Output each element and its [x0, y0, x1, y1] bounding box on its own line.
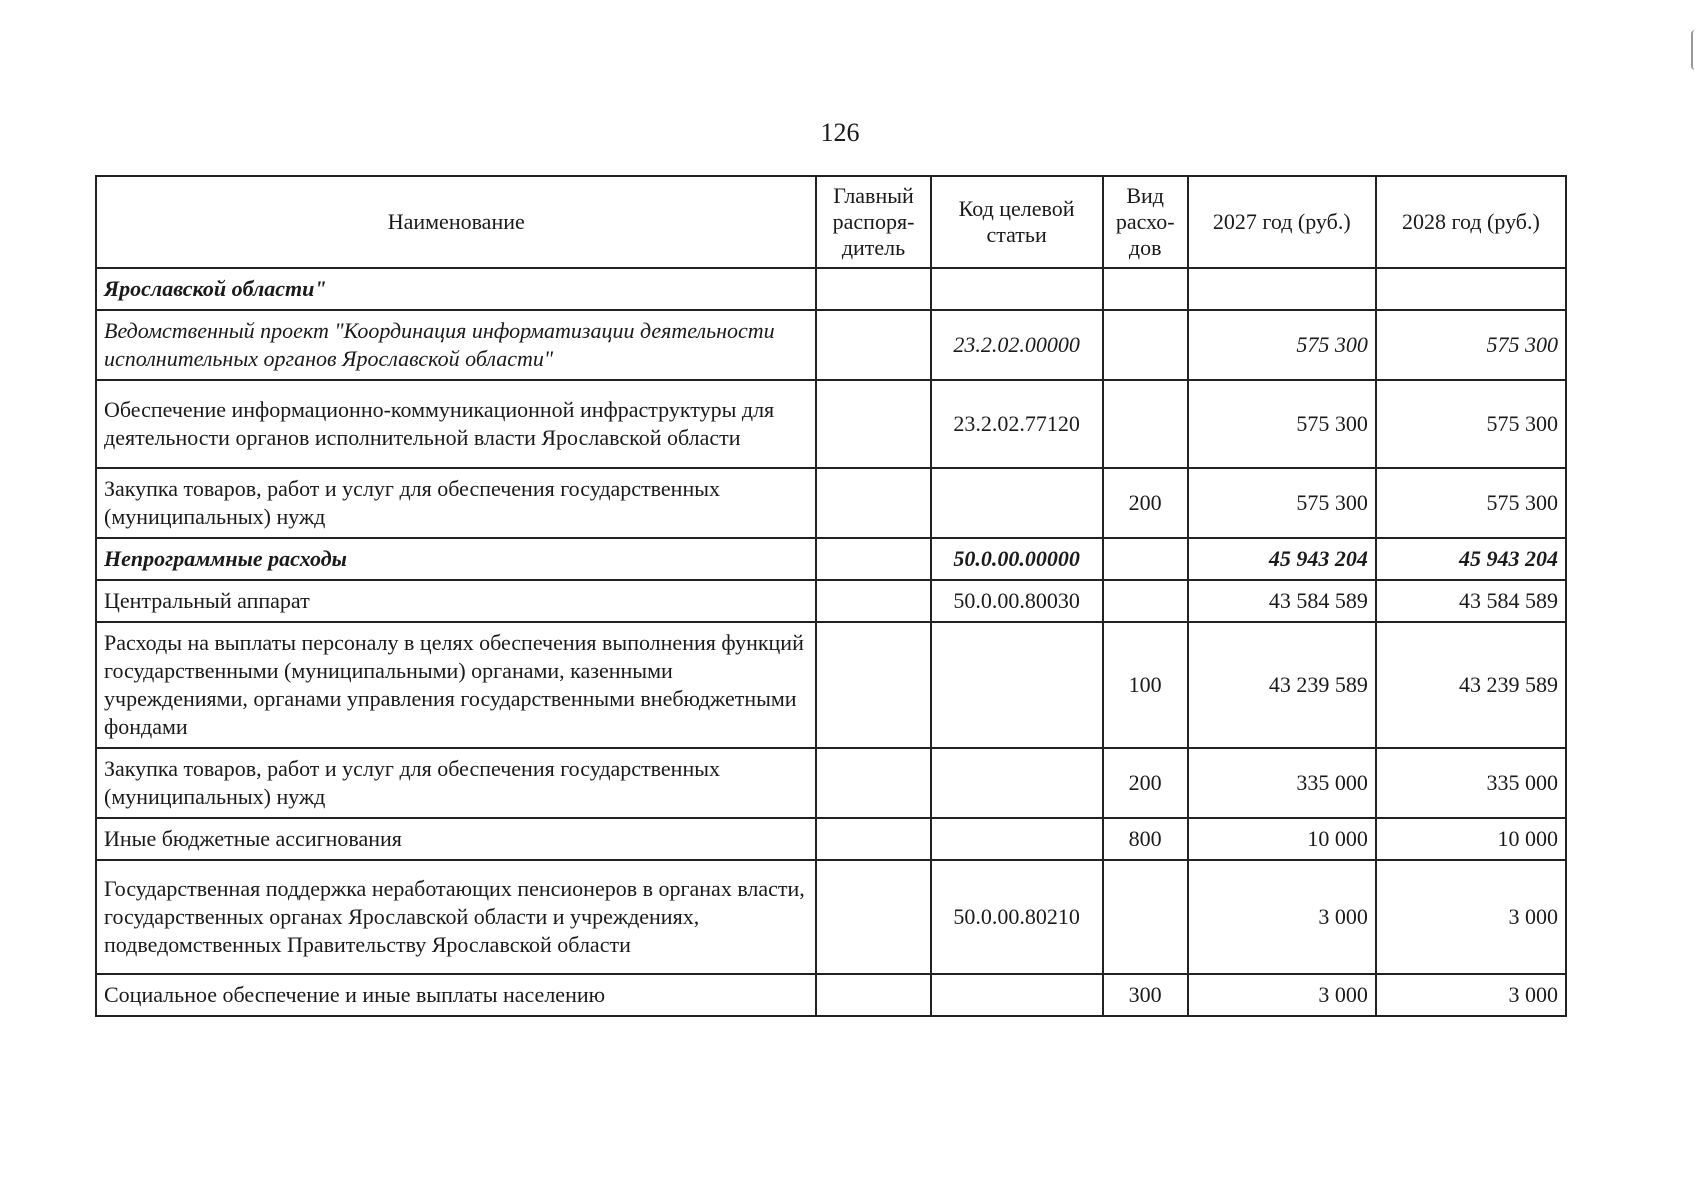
row-2027-cell: 10 000 — [1188, 818, 1376, 860]
row-2027-cell: 3 000 — [1188, 860, 1376, 974]
row-manager-cell — [816, 974, 930, 1016]
row-2028-cell: 3 000 — [1376, 860, 1566, 974]
row-code-cell — [931, 974, 1103, 1016]
table-row — [96, 580, 1566, 622]
row-kind-cell — [1103, 860, 1188, 974]
table-row — [96, 974, 1566, 1016]
row-name-cell: Государственная поддержка неработающих пенсионеров в органах власти, государственных органах Ярославской области и учреждениях, подведомственных Правительству Ярославской области — [96, 860, 816, 974]
row-name-cell: Обеспечение информационно-коммуникационной инфраструктуры для деятельности органов исполнительной власти Ярославской области — [96, 380, 816, 468]
row-manager-cell — [816, 310, 930, 380]
row-2027-cell: 45 943 204 — [1188, 538, 1376, 580]
row-2027-cell: 43 239 589 — [1188, 622, 1376, 748]
row-kind-cell: 200 — [1103, 748, 1188, 818]
table-row — [96, 748, 1566, 818]
row-2027-cell: 575 300 — [1188, 380, 1376, 468]
row-2027-cell: 575 300 — [1188, 468, 1376, 538]
row-2028-cell: 43 584 589 — [1376, 580, 1566, 622]
page-number: 126 — [820, 118, 860, 147]
header-name: Наименование — [96, 176, 816, 268]
table-row — [96, 380, 1566, 468]
table-row — [96, 268, 1566, 310]
row-manager-cell — [816, 818, 930, 860]
row-name-cell: Ведомственный проект "Координация информатизации деятельности исполнительных органов Ярославской области" — [96, 310, 816, 380]
row-kind-cell — [1103, 310, 1188, 380]
row-kind-cell: 200 — [1103, 468, 1188, 538]
row-code-cell: 23.2.02.77120 — [931, 380, 1103, 468]
row-2028-cell: 575 300 — [1376, 310, 1566, 380]
row-kind-cell — [1103, 268, 1188, 310]
row-code-cell: 50.0.00.00000 — [931, 538, 1103, 580]
row-name-cell: Непрограммные расходы — [96, 538, 816, 580]
row-name-cell: Ярославской области" — [96, 268, 816, 310]
row-2028-cell: 3 000 — [1376, 974, 1566, 1016]
row-kind-cell — [1103, 538, 1188, 580]
row-2028-cell: 575 300 — [1376, 380, 1566, 468]
header-row — [96, 176, 1566, 268]
row-manager-cell — [816, 538, 930, 580]
row-2027-cell — [1188, 268, 1376, 310]
row-manager-cell — [816, 748, 930, 818]
header-code: Код целевой статьи — [931, 176, 1103, 268]
row-name-cell: Социальное обеспечение и иные выплаты населению — [96, 974, 816, 1016]
table-header — [96, 176, 1566, 268]
row-manager-cell — [816, 268, 930, 310]
header-year-2028: 2028 год (руб.) — [1376, 176, 1566, 268]
row-name-cell: Расходы на выплаты персоналу в целях обеспечения выполнения функций государственными (муниципальными) органами, казенными учреждениями, органами управления государственными внебюджетными фондами — [96, 622, 816, 748]
row-kind-cell: 800 — [1103, 818, 1188, 860]
row-kind-cell: 100 — [1103, 622, 1188, 748]
budget-table — [95, 175, 1567, 1017]
table-row — [96, 468, 1566, 538]
row-2027-cell: 3 000 — [1188, 974, 1376, 1016]
row-name-cell: Закупка товаров, работ и услуг для обеспечения государственных (муниципальных) нужд — [96, 748, 816, 818]
table-row — [96, 860, 1566, 974]
row-2027-cell: 335 000 — [1188, 748, 1376, 818]
page-edge-mark — [1691, 30, 1697, 70]
row-2028-cell — [1376, 268, 1566, 310]
row-kind-cell — [1103, 580, 1188, 622]
row-manager-cell — [816, 380, 930, 468]
row-2028-cell: 575 300 — [1376, 468, 1566, 538]
row-code-cell — [931, 818, 1103, 860]
row-2028-cell: 335 000 — [1376, 748, 1566, 818]
row-name-cell: Центральный аппарат — [96, 580, 816, 622]
row-2028-cell: 43 239 589 — [1376, 622, 1566, 748]
row-manager-cell — [816, 860, 930, 974]
table-row — [96, 622, 1566, 748]
header-manager: Главный распоря-дитель — [816, 176, 930, 268]
header-kind: Вид расхо-дов — [1103, 176, 1188, 268]
row-code-cell: 50.0.00.80030 — [931, 580, 1103, 622]
table-row — [96, 538, 1566, 580]
row-name-cell: Иные бюджетные ассигнования — [96, 818, 816, 860]
header-year-2027: 2027 год (руб.) — [1188, 176, 1376, 268]
row-2027-cell: 575 300 — [1188, 310, 1376, 380]
row-code-cell — [931, 622, 1103, 748]
row-kind-cell: 300 — [1103, 974, 1188, 1016]
row-code-cell — [931, 268, 1103, 310]
row-manager-cell — [816, 580, 930, 622]
row-2028-cell: 10 000 — [1376, 818, 1566, 860]
row-code-cell — [931, 468, 1103, 538]
row-code-cell: 23.2.02.00000 — [931, 310, 1103, 380]
row-code-cell — [931, 748, 1103, 818]
row-kind-cell — [1103, 380, 1188, 468]
table-body — [96, 268, 1566, 1016]
row-manager-cell — [816, 468, 930, 538]
row-2028-cell: 45 943 204 — [1376, 538, 1566, 580]
table-row — [96, 818, 1566, 860]
row-manager-cell — [816, 622, 930, 748]
table-row — [96, 310, 1566, 380]
row-2027-cell: 43 584 589 — [1188, 580, 1376, 622]
row-name-cell: Закупка товаров, работ и услуг для обеспечения государственных (муниципальных) нужд — [96, 468, 816, 538]
row-code-cell: 50.0.00.80210 — [931, 860, 1103, 974]
